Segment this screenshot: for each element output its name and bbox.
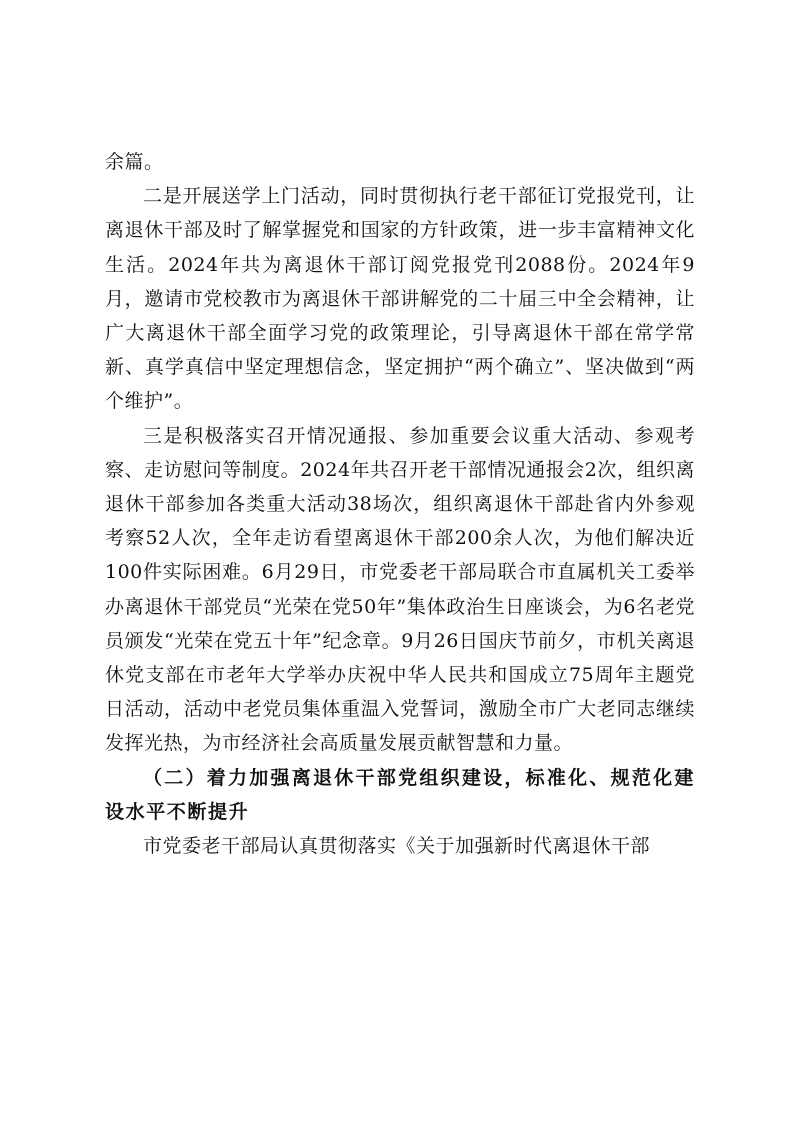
paragraph-party-organization: 市党委老干部局认真贯彻落实《关于加强新时代离退休干部 [143, 835, 651, 858]
section-heading: （二）着力加强离退休干部党组织建设，标准化、规范化建设水平不断提升 [105, 766, 695, 823]
paragraph-study-delivery: 二是开展送学上门活动，同时贯彻执行老干部征订党报党刊，让离退休干部及时了解掌握党和国家的方针政策，进一步丰富精神文化生活。2024年共为离退休干部订阅党报党刊2088份。2024年9月，邀请市党校教市为离退休干部讲解党的二十届三中全会精神，让广大离退休干部全面学习党的政策理论，引导离退休干部在常学常新、真学真信中坚定理想信念，坚定拥护“两个确立”、坚决做到“两个维护”。 [105, 185, 695, 413]
paragraph-continuation: 余篇。 [105, 151, 164, 173]
document-body [105, 145, 695, 863]
paragraph-briefing-system: 三是积极落实召开情况通报、参加重要会议重大活动、参观考察、走访慰问等制度。2024年共召开老干部情况通报会2次，组织离退休干部参加各类重大活动38场次，组织离退休干部赴省内外参观考察52人次，全年走访看望离退休干部200余人次，为他们解决近100件实际困难。6月29日，市党委老干部局联合市直属机关工委举办离退休干部党员“光荣在党50年”集体政治生日座谈会，为6名老党员颁发“光荣在党五十年”纪念章。9月26日国庆节前夕，市机关离退休党支部在市老年大学举办庆祝中华人民共和国成立75周年主题党日活动，活动中老党员集体重温入党誓词，激励全市广大老同志继续发挥光热，为市经济社会高质量发展贡献智慧和力量。 [105, 424, 695, 755]
